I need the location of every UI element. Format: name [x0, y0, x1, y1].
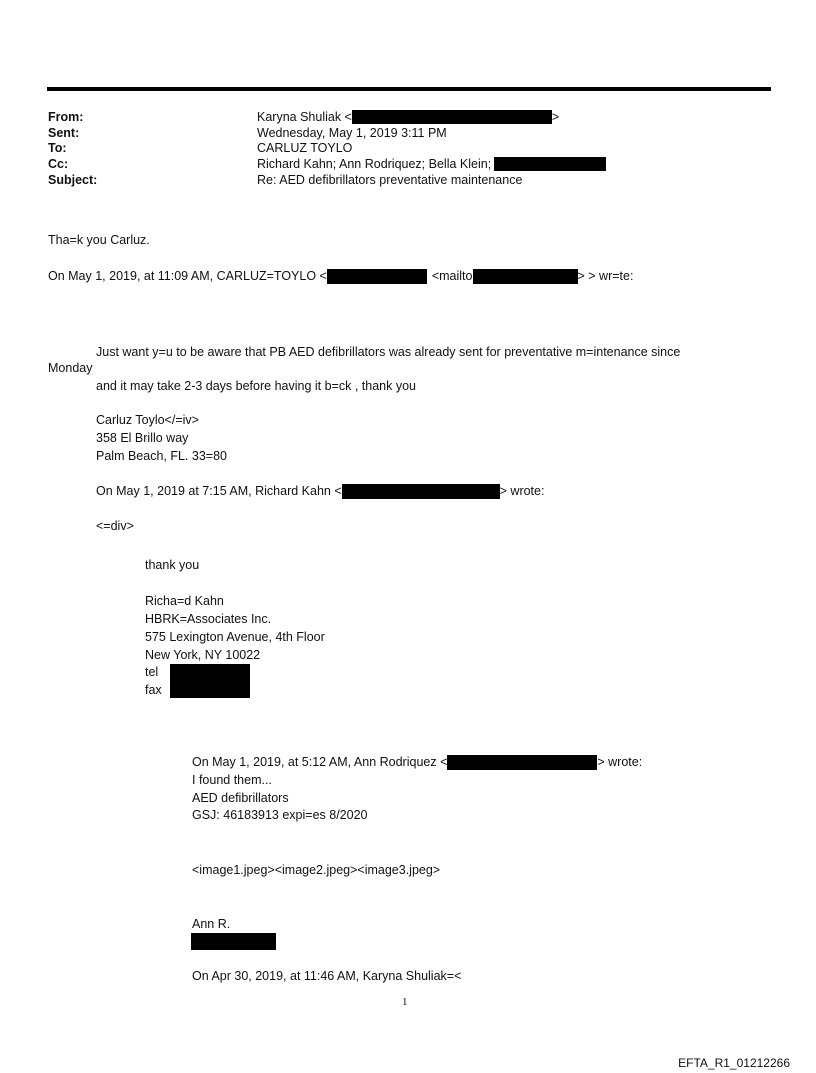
- redaction: [170, 664, 250, 698]
- body-line: thank you: [145, 558, 200, 572]
- body-line: HBRK=Associates Inc.: [145, 612, 272, 626]
- from-value: Karyna Shuliak <: [257, 110, 352, 124]
- body-line: Richa=d Kahn: [145, 594, 224, 608]
- body-line: Palm Beach, FL. 33=80: [96, 449, 227, 463]
- quote-header-row: [48, 268, 633, 284]
- page-number: 1: [402, 996, 408, 1008]
- sent-label: Sent:: [48, 126, 80, 140]
- redaction: [327, 269, 427, 284]
- body-line: I found them...: [192, 773, 272, 787]
- body-line: New York, NY 10022: [145, 648, 261, 662]
- body-line: 575 Lexington Avenue, 4th Floor: [145, 630, 325, 644]
- body-line: Monday: [48, 361, 93, 375]
- body-line: fax: [145, 683, 162, 697]
- body-line: On May 1, 2019 at 7:15 AM, Richard Kahn <: [96, 484, 342, 498]
- body-line: and it may take 2-3 days before having it b=ck , thank you: [96, 379, 416, 393]
- body-line: > wrote:: [597, 755, 643, 769]
- sent-value: Wednesday, May 1, 2019 3:11 PM: [257, 126, 447, 140]
- quote-header-row: [192, 754, 642, 770]
- subject-value: Re: AED defibrillators preventative maintenance: [257, 173, 523, 187]
- body-line: Carluz Toylo</=iv>: [96, 413, 199, 427]
- body-line: GSJ: 46183913 expi=es 8/2020: [192, 808, 368, 822]
- body-line: On Apr 30, 2019, at 11:46 AM, Karyna Shuliak=<: [192, 969, 462, 983]
- body-line: On May 1, 2019, at 11:09 AM, CARLUZ=TOYLO <: [48, 269, 327, 283]
- from-end: >: [551, 110, 560, 124]
- document-id: EFTA_R1_01212266: [678, 1056, 790, 1070]
- body-line: Ann R.: [192, 917, 231, 931]
- from-row: [257, 109, 559, 125]
- body-line: Tha=k you Carluz.: [48, 233, 150, 247]
- redaction: [342, 484, 500, 499]
- to-value: CARLUZ TOYLO: [257, 141, 353, 155]
- body-line: > wrote:: [499, 484, 545, 498]
- body-line: tel: [145, 665, 159, 679]
- cc-row: [257, 156, 606, 172]
- header-rule: [47, 87, 771, 91]
- from-label: From:: [48, 110, 84, 124]
- body-line: <=div>: [96, 519, 134, 533]
- redaction: [191, 933, 276, 950]
- to-label: To:: [48, 141, 67, 155]
- redaction: [447, 755, 597, 770]
- cc-label: Cc:: [48, 157, 69, 171]
- body-line: AED defibrillators: [192, 791, 289, 805]
- subject-label: Subject:: [48, 173, 98, 187]
- body-line: <mailto: [431, 269, 473, 283]
- redaction: [494, 157, 606, 171]
- body-line: 358 El Brillo way: [96, 431, 189, 445]
- body-line: On May 1, 2019, at 5:12 AM, Ann Rodriquez <: [192, 755, 448, 769]
- redaction: [352, 110, 552, 124]
- body-line: > > wr=te:: [577, 269, 634, 283]
- quote-header-row: [96, 483, 544, 499]
- body-line: Just want y=u to be aware that PB AED defibrillators was already sent for preventative m=intenance since: [96, 345, 681, 359]
- cc-value: Richard Kahn; Ann Rodriquez; Bella Klein;: [257, 157, 492, 171]
- redaction: [473, 269, 578, 284]
- attachments-line: <image1.jpeg><image2.jpeg><image3.jpeg>: [192, 863, 441, 877]
